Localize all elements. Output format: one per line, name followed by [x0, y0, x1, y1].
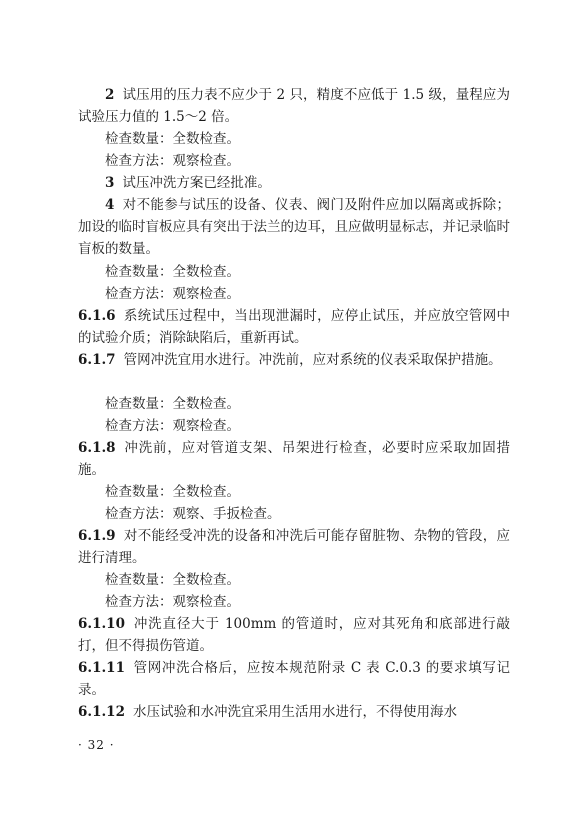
paragraph [78, 128, 510, 150]
paragraph-text: 冲洗直径大于 100mm 的管道时，应对其死角和底部进行敲打，但不得损伤管道。 [78, 616, 510, 655]
paragraph-text: 检查数量：全数检查。 [105, 572, 240, 588]
clause-number: 6.1.6 [78, 308, 116, 324]
paragraph [78, 415, 510, 437]
clause-number: 6.1.12 [78, 704, 125, 720]
paragraph [78, 613, 510, 657]
paragraph-text: 检查方法：观察检查。 [105, 418, 240, 434]
paragraph-text: 检查数量：全数检查。 [105, 264, 240, 280]
clause-number: 3 [105, 175, 115, 191]
paragraph [78, 84, 510, 128]
paragraph [78, 283, 510, 305]
paragraph [78, 305, 510, 349]
paragraph-text: 检查数量：全数检查。 [105, 131, 240, 147]
clause-number: 6.1.10 [78, 616, 125, 632]
paragraph-text: 冲洗前，应对管道支架、吊架进行检查，必要时应采取加固措施。 [78, 440, 510, 479]
paragraph-text: 对不能参与试压的设备、仪表、阀门及附件应加以隔离或拆除；加设的临时盲板应具有突出于法兰的边耳，且应做明显标志，并记录临时盲板的数量。 [78, 197, 510, 258]
clause-number: 2 [105, 87, 115, 103]
paragraph-text: 检查数量：全数检查。 [105, 396, 240, 412]
paragraph-text: 水压试验和水冲洗宜采用生活用水进行，不得使用海水 [132, 704, 457, 720]
paragraph [78, 569, 510, 591]
paragraph-text: 对不能经受冲洗的设备和冲洗后可能存留脏物、杂物的管段，应进行清理。 [78, 528, 510, 567]
paragraph-text: 检查数量：全数检查。 [105, 484, 240, 500]
paragraph [78, 481, 510, 503]
paragraph [78, 349, 510, 371]
paragraph [78, 172, 510, 194]
clause-number: 4 [105, 197, 115, 213]
paragraph-text: 管网冲洗宜用水进行。冲洗前，应对系统的仪表采取保护措施。 [123, 352, 502, 368]
paragraph [78, 657, 510, 701]
clause-number: 6.1.7 [78, 352, 116, 368]
page-number: · 32 · [78, 738, 115, 752]
paragraph-text: 试压用的压力表不应少于 2 只，精度不应低于 1.5 级，量程应为试验压力值的 1.5～2 倍。 [78, 87, 510, 126]
paragraph-text: 检查方法：观察检查。 [105, 153, 240, 169]
clause-number: 6.1.9 [78, 528, 116, 544]
paragraph-text: 检查方法：观察、手扳检查。 [105, 506, 281, 522]
paragraph [78, 437, 510, 481]
paragraph-text: 试压冲洗方案已经批准。 [122, 175, 271, 191]
paragraph-text: 系统试压过程中，当出现泄漏时，应停止试压，并应放空管网中的试验介质；消除缺陷后，重新再试。 [78, 308, 510, 347]
paragraph [78, 503, 510, 525]
paragraph-text: 检查方法：观察检查。 [105, 286, 240, 302]
paragraph-text: 检查方法：观察检查。 [105, 594, 240, 610]
clause-number: 6.1.8 [78, 440, 116, 456]
paragraph [78, 701, 510, 723]
paragraph-text: 管网冲洗合格后，应按本规范附录 C 表 C.0.3 的要求填写记录。 [78, 660, 510, 699]
paragraph [78, 393, 510, 415]
paragraph [78, 194, 510, 261]
clause-number: 6.1.11 [78, 660, 125, 676]
paragraph [78, 261, 510, 283]
paragraph [78, 525, 510, 569]
paragraph [78, 591, 510, 613]
paragraph [78, 150, 510, 172]
